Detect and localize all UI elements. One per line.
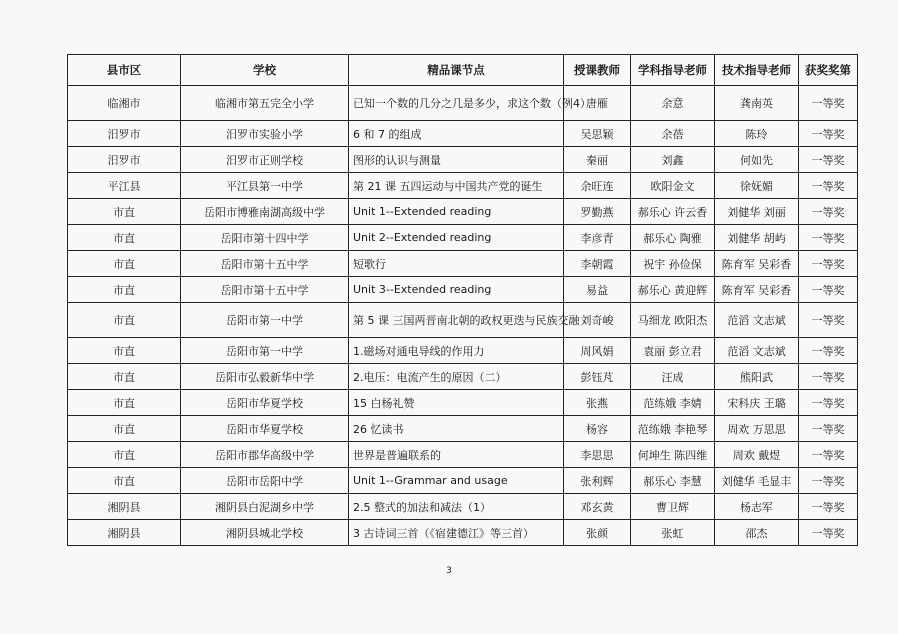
cell-subject-advisor: 范练娥 李婧: [631, 390, 715, 416]
cell-award: 一等奖: [799, 520, 858, 546]
cell-award: 一等奖: [799, 442, 858, 468]
cell-district: 市直: [68, 338, 181, 364]
cell-tech-advisor: 陈育军 吴彩香: [715, 277, 799, 303]
cell-district: 湘阴县: [68, 520, 181, 546]
table-row: [68, 416, 858, 442]
cell-subject-advisor: 范练娥 李艳琴: [631, 416, 715, 442]
cell-district: 平江县: [68, 173, 181, 199]
table-row: [68, 364, 858, 390]
cell-subject-advisor: 汪成: [631, 364, 715, 390]
table-row: [68, 86, 858, 121]
cell-award: 一等奖: [799, 86, 858, 121]
cell-subject-advisor: 余蓓: [631, 121, 715, 147]
cell-teacher: 杨容: [564, 416, 631, 442]
cell-award: 一等奖: [799, 225, 858, 251]
cell-district: 市直: [68, 303, 181, 338]
cell-teacher: 吴思颖: [564, 121, 631, 147]
cell-subject-advisor: 余意: [631, 86, 715, 121]
cell-subject-advisor: 郝乐心 许云香: [631, 199, 715, 225]
cell-school: 汨罗市正则学校: [181, 147, 349, 173]
cell-tech-advisor: 刘健华 刘丽: [715, 199, 799, 225]
cell-subject-advisor: 曹卫辉: [631, 494, 715, 520]
cell-tech-advisor: 陈玲: [715, 121, 799, 147]
cell-district: 市直: [68, 442, 181, 468]
table-row: [68, 173, 858, 199]
cell-subject-advisor: 张虹: [631, 520, 715, 546]
cell-subject-advisor: 祝宇 孙俭保: [631, 251, 715, 277]
cell-school: 临湘市第五完全小学: [181, 86, 349, 121]
cell-district: 市直: [68, 199, 181, 225]
cell-subject-advisor: 马细龙 欧阳杰: [631, 303, 715, 338]
header-district: 县市区: [68, 55, 181, 86]
cell-teacher: 李彦青: [564, 225, 631, 251]
cell-award: 一等奖: [799, 494, 858, 520]
cell-tech-advisor: 刘健华 毛显丰: [715, 468, 799, 494]
cell-subject-advisor: 郝乐心 李慧: [631, 468, 715, 494]
cell-tech-advisor: 范滔 文志斌: [715, 338, 799, 364]
cell-school: 岳阳市弘毅新华中学: [181, 364, 349, 390]
cell-tech-advisor: 陈育军 吴彩香: [715, 251, 799, 277]
cell-school: 岳阳市华夏学校: [181, 390, 349, 416]
cell-award: 一等奖: [799, 390, 858, 416]
table-row: [68, 199, 858, 225]
cell-lesson: Unit 3--Extended reading: [349, 277, 564, 303]
cell-tech-advisor: 周欢 万思思: [715, 416, 799, 442]
cell-school: 岳阳市第十五中学: [181, 251, 349, 277]
cell-tech-advisor: 宋科庆 王璐: [715, 390, 799, 416]
cell-subject-advisor: 郝乐心 黄迎辉: [631, 277, 715, 303]
cell-award: 一等奖: [799, 338, 858, 364]
cell-district: 市直: [68, 390, 181, 416]
cell-district: 临湘市: [68, 86, 181, 121]
cell-district: 汨罗市: [68, 147, 181, 173]
cell-school: 岳阳市第一中学: [181, 338, 349, 364]
cell-lesson: 第 21 课 五四运动与中国共产党的诞生: [349, 173, 564, 199]
table-row: [68, 225, 858, 251]
cell-district: 市直: [68, 277, 181, 303]
cell-school: 岳阳市华夏学校: [181, 416, 349, 442]
cell-district: 市直: [68, 225, 181, 251]
cell-lesson: 1.磁场对通电导线的作用力: [349, 338, 564, 364]
cell-teacher: 唐雁: [564, 86, 631, 121]
cell-subject-advisor: 刘鑫: [631, 147, 715, 173]
cell-lesson: 已知一个数的几分之几是多少，求这个数（例4）: [349, 86, 564, 121]
header-teacher: 授课教师: [564, 55, 631, 86]
cell-district: 市直: [68, 468, 181, 494]
cell-teacher: 易益: [564, 277, 631, 303]
cell-teacher: 张利辉: [564, 468, 631, 494]
cell-award: 一等奖: [799, 303, 858, 338]
cell-subject-advisor: 袁丽 彭立君: [631, 338, 715, 364]
cell-tech-advisor: 周欢 戴煜: [715, 442, 799, 468]
cell-school: 岳阳市岳阳中学: [181, 468, 349, 494]
cell-award: 一等奖: [799, 364, 858, 390]
cell-school: 岳阳市第十四中学: [181, 225, 349, 251]
page-number: 3: [446, 566, 452, 576]
table-row: [68, 121, 858, 147]
cell-tech-advisor: 徐妩媚: [715, 173, 799, 199]
cell-award: 一等奖: [799, 468, 858, 494]
cell-lesson: 2.电压：电流产生的原因（二）: [349, 364, 564, 390]
cell-tech-advisor: 龚南英: [715, 86, 799, 121]
cell-award: 一等奖: [799, 147, 858, 173]
cell-district: 湘阴县: [68, 494, 181, 520]
cell-award: 一等奖: [799, 199, 858, 225]
table-row: [68, 147, 858, 173]
cell-school: 岳阳市第一中学: [181, 303, 349, 338]
cell-district: 市直: [68, 364, 181, 390]
cell-district: 汨罗市: [68, 121, 181, 147]
table-row: [68, 442, 858, 468]
cell-district: 市直: [68, 251, 181, 277]
cell-school: 湘阴县城北学校: [181, 520, 349, 546]
table-row: [68, 468, 858, 494]
cell-award: 一等奖: [799, 251, 858, 277]
cell-teacher: 秦丽: [564, 147, 631, 173]
cell-subject-advisor: 郝乐心 陶雅: [631, 225, 715, 251]
cell-teacher: 张颜: [564, 520, 631, 546]
table-row: [68, 520, 858, 546]
cell-award: 一等奖: [799, 277, 858, 303]
cell-lesson: Unit 1--Grammar and usage: [349, 468, 564, 494]
cell-lesson: 15 白杨礼赞: [349, 390, 564, 416]
cell-teacher: 邓玄黄: [564, 494, 631, 520]
cell-subject-advisor: 何坤生 陈四维: [631, 442, 715, 468]
cell-school: 岳阳市博雅南湖高级中学: [181, 199, 349, 225]
header-lesson: 精品课节点: [349, 55, 564, 86]
header-tech-advisor: 技术指导老师: [715, 55, 799, 86]
cell-tech-advisor: 熊阳武: [715, 364, 799, 390]
cell-tech-advisor: 刘健华 胡屿: [715, 225, 799, 251]
cell-district: 市直: [68, 416, 181, 442]
cell-tech-advisor: 范滔 文志斌: [715, 303, 799, 338]
cell-tech-advisor: 邵杰: [715, 520, 799, 546]
cell-lesson: 短歌行: [349, 251, 564, 277]
cell-school: 湘阴县白泥湖乡中学: [181, 494, 349, 520]
cell-lesson: 世界是普遍联系的: [349, 442, 564, 468]
header-award: 获奖奖第: [799, 55, 858, 86]
cell-lesson: Unit 1--Extended reading: [349, 199, 564, 225]
table-row: [68, 338, 858, 364]
table-row: [68, 251, 858, 277]
cell-school: 汨罗市实验小学: [181, 121, 349, 147]
table-row: [68, 494, 858, 520]
cell-tech-advisor: 何如先: [715, 147, 799, 173]
cell-lesson: 6 和 7 的组成: [349, 121, 564, 147]
cell-lesson: 2.5 整式的加法和减法（1）: [349, 494, 564, 520]
cell-award: 一等奖: [799, 121, 858, 147]
cell-teacher: 余旺连: [564, 173, 631, 199]
awards-table: [67, 54, 858, 546]
cell-teacher: 周风娟: [564, 338, 631, 364]
header-subject-advisor: 学科指导老师: [631, 55, 715, 86]
cell-school: 平江县第一中学: [181, 173, 349, 199]
header-row: [68, 55, 858, 86]
table-row: [68, 303, 858, 338]
cell-award: 一等奖: [799, 173, 858, 199]
cell-teacher: 刘奇峻: [564, 303, 631, 338]
cell-teacher: 李思思: [564, 442, 631, 468]
cell-school: 岳阳市第十五中学: [181, 277, 349, 303]
cell-teacher: 罗勤燕: [564, 199, 631, 225]
cell-lesson: 26 忆读书: [349, 416, 564, 442]
cell-tech-advisor: 杨志军: [715, 494, 799, 520]
cell-lesson: 第 5 课 三国两晋南北朝的政权更迭与民族交融: [349, 303, 564, 338]
cell-subject-advisor: 欧阳金文: [631, 173, 715, 199]
header-school: 学校: [181, 55, 349, 86]
cell-lesson: 图形的认识与测量: [349, 147, 564, 173]
cell-teacher: 彭钰芃: [564, 364, 631, 390]
cell-lesson: 3 古诗词三首（《宿建德江》等三首）: [349, 520, 564, 546]
cell-teacher: 李朝霞: [564, 251, 631, 277]
cell-lesson: Unit 2--Extended reading: [349, 225, 564, 251]
table-row: [68, 390, 858, 416]
cell-school: 岳阳市郡华高级中学: [181, 442, 349, 468]
table-row: [68, 277, 858, 303]
cell-award: 一等奖: [799, 416, 858, 442]
cell-teacher: 张燕: [564, 390, 631, 416]
